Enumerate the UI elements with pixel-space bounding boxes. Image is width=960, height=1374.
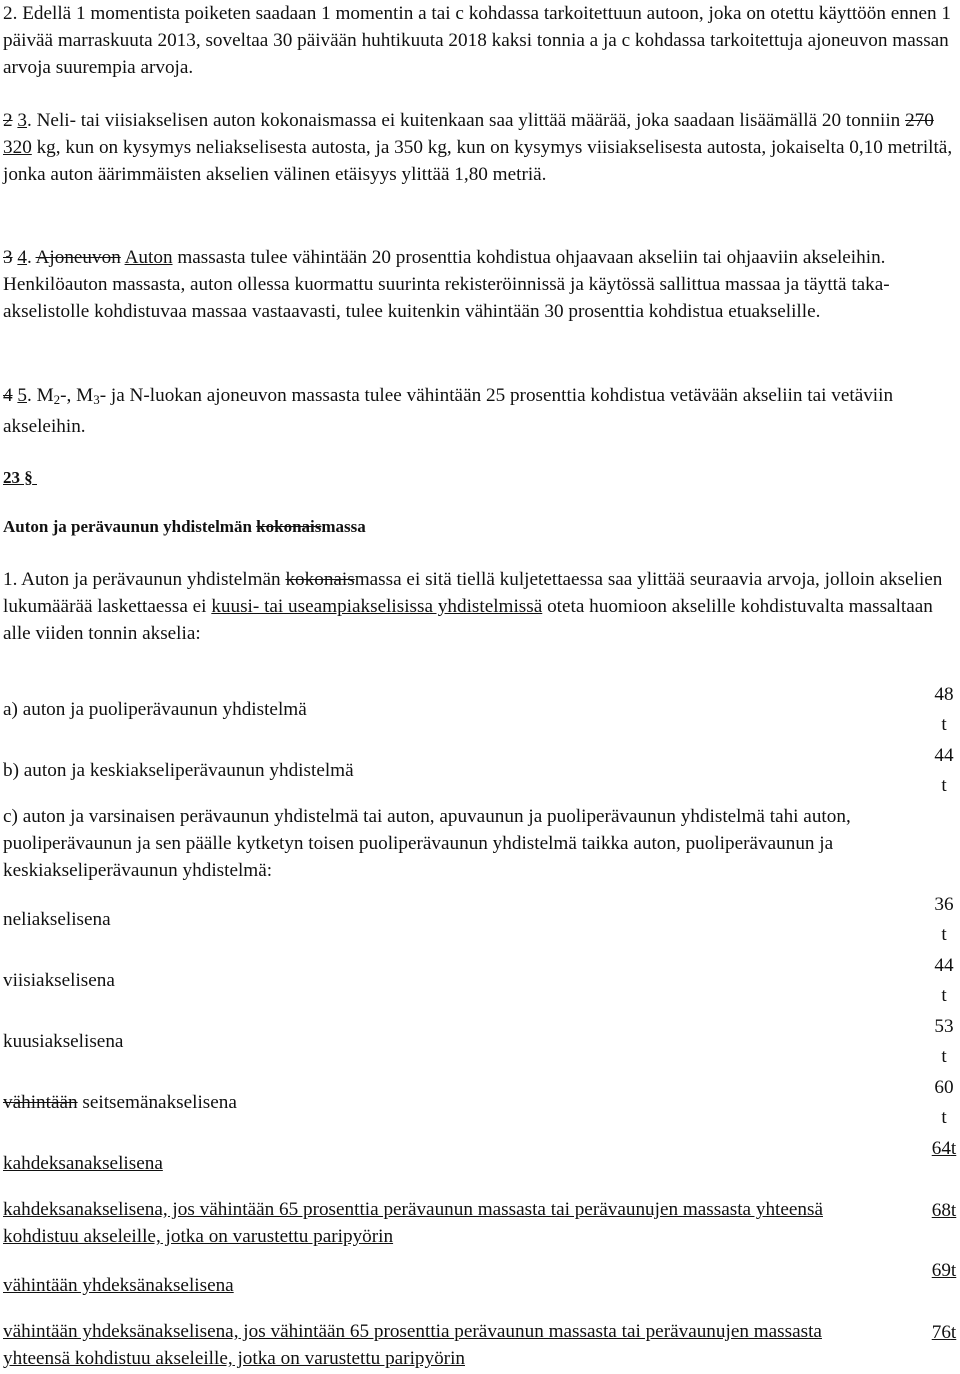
inserted-value: 320 [3,137,32,159]
row-b: b) auton ja keskiakseliperävaunun yhdistelmä 44 t [3,745,954,796]
deleted-word: Ajoneuvon [35,247,121,268]
row-c-label: c) auton ja varsinaisen perävaunun yhdistelmä tai auton, apuvaunun ja puoliperävaunun yhdistelmä tahi auton, puoliperävaunun ja sen päälle kytketyn toisen puoliperävaunun yhdistelmä taikka auton, puoliperävaunun ja keskiakseliperävaunun yhdistelmä: [3,806,851,882]
row-4-axles: neliakselisena 36 t [3,894,954,945]
inserted-word: Auton [124,247,173,268]
paragraph-4: 3 4. Ajoneuvon Auton massasta tulee vähintään 20 prosenttia kohdistua ohjaavaan akseliin tai ohjaaviin akseleihin. Henkilöauton massasta, auton ollessa kuormattu suurinta rekisteröinnissä ja käytössä sallittua massaa ja täyttä taka-akselistolle kohdistuvaa massaa vastaavasti, tulee kuitenkin vähintään 30 prosenttia kohdistua etuakselille. [3,247,890,323]
row-5-axles: viisiakselisena 44 t [3,955,954,1006]
row-6-axles: kuusiakselisena 53 t [3,1016,954,1067]
row-9-axles-paired: vähintään yhdeksänakselisena, jos vähintään 65 prosenttia perävaunun massasta tai perävaunujen massasta yhteensä kohdistuu akseleille, jotka on varustettu paripyörin 76t [3,1321,957,1370]
section-heading: Auton ja perävaunun yhdistelmän kokonaismassa [3,517,366,536]
row-9-axles: vähintään yhdeksänakselisena 69t [3,1260,957,1296]
paragraph-5: 4 5. $M_2-$, $M_3-$ ja N-luokan ajoneuvon massasta tulee vähintään 25 prosenttia kohdistua vetävään akseliin tai vetäviin akseleihin. [3,385,894,438]
deleted-value: 270 [905,110,934,131]
row-7-axles: vähintään seitsemänakselisena 60 t [3,1077,954,1128]
inserted-number: 5 [17,385,27,406]
inserted-number: 3 [17,110,27,131]
deleted-number: 2 [3,110,13,131]
deleted-number: 4 [3,385,13,406]
paragraph-3: 2 3. Neli- tai viisiakselisen auton kokonaismassa ei kuitenkaan saa ylittää määrää, joka saadaan lisäämällä 20 tonniin 270 320 kg, kun on kysymys neliakselisesta autosta, ja 350 kg, kun on kysymys viisiakselisesta autosta, jokaiselta 0,10 metriltä, jonka auton äärimmäisten akselien välinen etäisyys ylittää 1,80 metriä. [3,110,953,186]
paragraph-2-continued: 2. Edellä 1 momentista poiketen saadaan 1 momentin a tai c kohdassa tarkoitettuun autoon, joka on otettu käyttöön ennen 1 päivää marraskuuta 2013, soveltaa 30 päivään huhtikuuta 2018 kaksi tonnia a ja c kohdassa tarkoitettuja ajoneuvon massan arvoja suurempia arvoja. [3,3,951,79]
inserted-number: 4 [17,247,27,268]
section-number: 23 § [3,468,33,487]
paragraph-1: 1. Auton ja perävaunun yhdistelmän kokonaismassa ei sitä tiellä kuljetettaessa saa ylittää seuraavia arvoja, jolloin akselien lukumäärää laskettaessa ei kuusi- tai useampiakselisissa yhdistelmissä oteta huomioon akselille kohdistuvalta massaltaan alle viiden tonnin akselia: [3,569,943,645]
row-a: a) auton ja puoliperävaunun yhdistelmä 48 t [3,684,954,735]
deleted-number: 3 [3,247,13,268]
row-8-axles: kahdeksanakselisena 64t [3,1138,957,1174]
inserted-phrase: kuusi- tai useampiakselisissa yhdistelmissä [211,596,543,618]
row-8-axles-paired: kahdeksanakselisena, jos vähintään 65 prosenttia perävaunun massasta tai perävaunujen massasta yhteensä kohdistuu akseleille, jotka on varustettu paripyörin 68t [3,1199,957,1248]
